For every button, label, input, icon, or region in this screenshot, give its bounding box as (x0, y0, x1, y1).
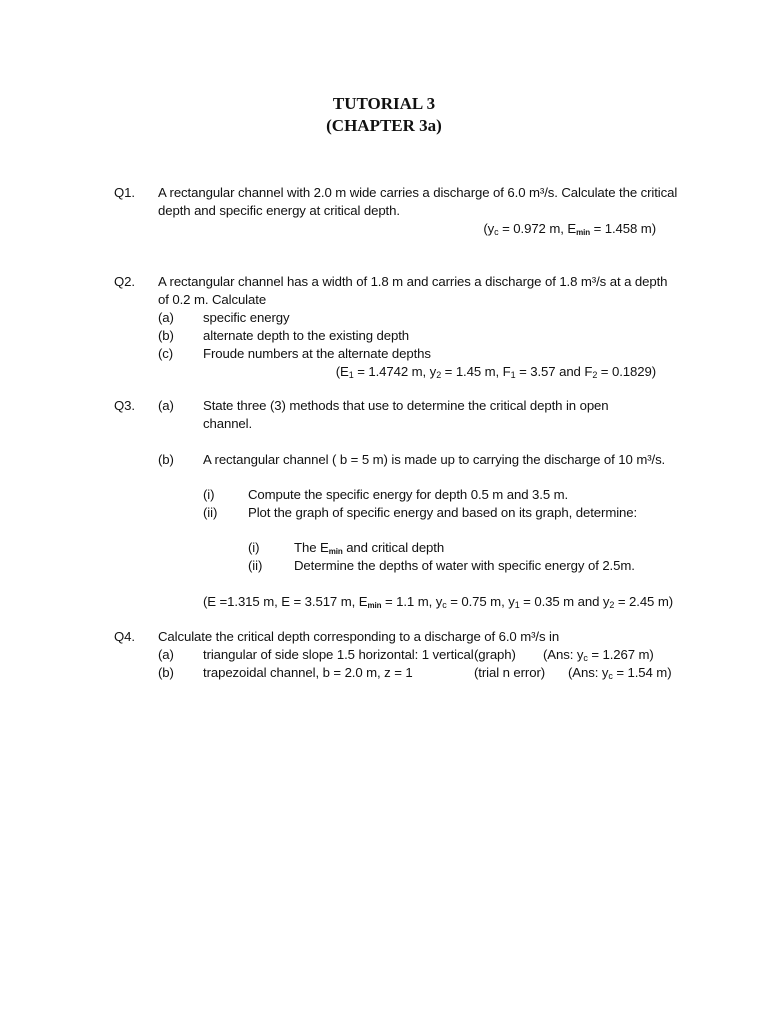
q2-item-b-label: (b) (158, 328, 174, 343)
q4-item-b-text: trapezoidal channel, b = 2.0 m, z = 1 (203, 665, 413, 680)
q4-item-a-label: (a) (158, 647, 174, 662)
q3-number: Q3. (114, 398, 135, 413)
q2-item-c-label: (c) (158, 346, 174, 361)
q3-b-i-label: (i) (203, 487, 215, 502)
q4-number: Q4. (114, 629, 135, 644)
q3-b-label: (b) (158, 452, 174, 467)
q3-b-ii-sub-ii-label: (ii) (248, 558, 263, 573)
q3-a-text-line2: channel. (203, 416, 253, 431)
q2-item-a-label: (a) (158, 310, 174, 325)
q3-b-ii-text: Plot the graph of specific energy and based on its graph, determine: (248, 505, 638, 520)
q2-item-b-text: alternate depth to the existing depth (203, 328, 409, 343)
q1-number: Q1. (114, 185, 135, 200)
q4-item-b-answer: (Ans: $y_c = 1.54$ m) (568, 665, 672, 681)
q4-text-line1: Calculate the critical depth corresponding to a discharge of 6.0 m³/s in (158, 629, 560, 644)
q1-text-line1: A rectangular channel with 2.0 m wide carries a discharge of 6.0 m³/s. Calculate the critical (158, 185, 678, 200)
q2-item-c-text: Froude numbers at the alternate depths (203, 346, 431, 361)
q4-item-a-method: (graph) (474, 647, 516, 662)
q3-a-label: (a) (158, 398, 174, 413)
q1-answer: ($y_c = 0.972$ m, $E_{min} = 1.458$ m) (483, 221, 656, 237)
q3-b-ii-sub-ii-text: Determine the depths of water with specific energy of 2.5m. (294, 558, 635, 573)
q3-b-ii-label: (ii) (203, 505, 218, 520)
q4-item-b-label: (b) (158, 665, 174, 680)
page-subtitle: (CHAPTER 3a) (326, 116, 442, 135)
q3-b-i-text: Compute the specific energy for depth 0.5 m and 3.5 m. (248, 487, 569, 502)
q3-b-ii-sub-i-text: The $E_{min}$ and critical depth (294, 540, 445, 556)
q3-b-text: A rectangular channel ( b = 5 m) is made up to carrying the discharge of 10 m³/s. (203, 452, 666, 467)
q2-answer: ($E_1 = 1.4742$ m, $y_2 = 1.45$ m, $F_1 = 3.57$ and $F_2 = 0.1829$) (335, 364, 656, 380)
q2-text-line1: A rectangular channel has a width of 1.8 m and carries a discharge of 1.8 m³/s at a depth (158, 274, 668, 289)
q4-item-a-text: triangular of side slope 1.5 horizontal: 1 vertical (203, 647, 474, 662)
q2-text-line2: of 0.2 m. Calculate (158, 292, 267, 307)
q1-text-line2: depth and specific energy at critical depth. (158, 203, 400, 218)
q4-item-a-answer: (Ans: $y_c = 1.267$ m) (543, 647, 654, 663)
q2-number: Q2. (114, 274, 135, 289)
page-title: TUTORIAL 3 (332, 94, 436, 113)
q3-b-ii-sub-i-label: (i) (248, 540, 260, 555)
q3-a-text-line1: State three (3) methods that use to determine the critical depth in open (203, 398, 609, 413)
q4-item-b-method: (trial n error) (474, 665, 546, 680)
q2-item-a-text: specific energy (203, 310, 290, 325)
q3-answer: (E =1.315 m, E = 3.517 m, $E_{min} = 1.1$ m, $y_c = 0.75$ m, $y_1 = 0.35$ m and $y_2 = 2.45$ m) (203, 594, 674, 610)
